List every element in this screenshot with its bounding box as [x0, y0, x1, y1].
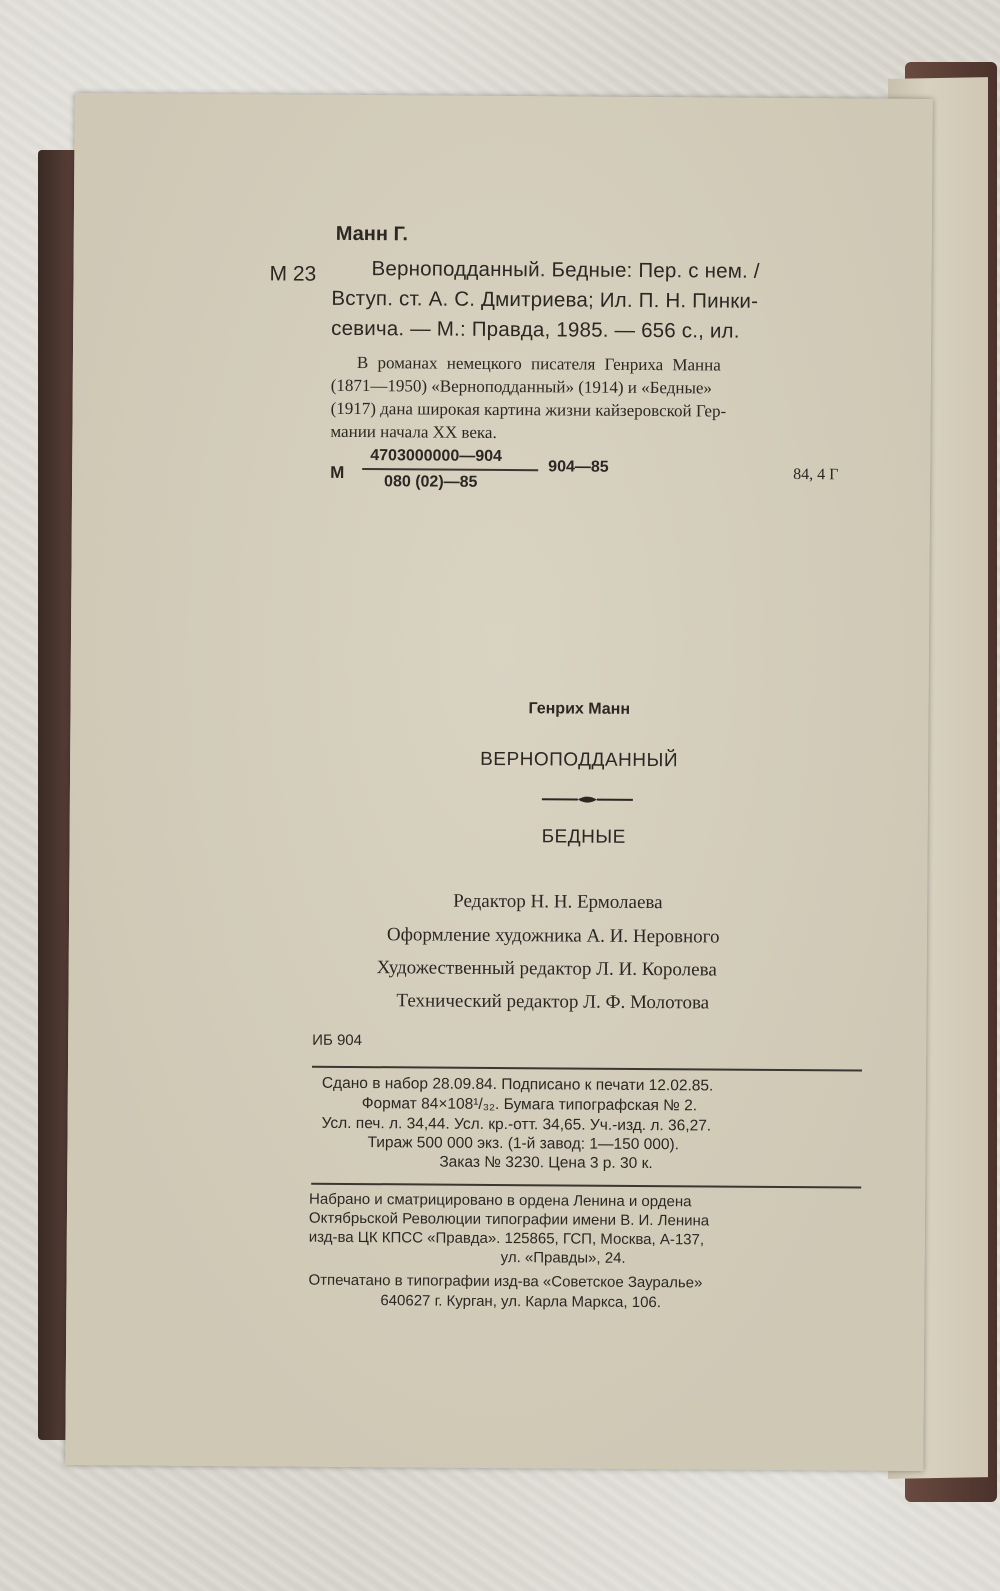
- print-line-3: Усл. печ. л. 34,44. Усл. кр.-отт. 34,65. Уч.-изд. л. 36,27.: [321, 1114, 712, 1135]
- fraction-line: [362, 468, 538, 471]
- printed-line-2: 640627 г. Курган, ул. Карла Маркса, 106.: [380, 1292, 662, 1312]
- catalog-entry-line-2: Вступ. ст. А. С. Дмитриева; Ил. П. Н. Пинки-: [331, 286, 759, 313]
- catalog-annotation-line-1: В романах немецкого писателя Генриха Манна: [356, 352, 721, 375]
- credit-editor: Редактор Н. Н. Ермолаева: [453, 890, 663, 914]
- printer-line-4: ул. «Правды», 24.: [500, 1249, 626, 1267]
- print-line-5: Заказ № 3230. Цена 3 р. 30 к.: [439, 1153, 653, 1173]
- code-numerator: 4703000000—904: [370, 447, 503, 466]
- print-line-4: Тираж 500 000 экз. (1-й завод: 1—150 000).: [367, 1134, 680, 1154]
- credit-art-editor: Художественный редактор Л. И. Королева: [376, 957, 717, 981]
- printed-line-1: Отпечатано в типографии изд-ва «Советское Зауралье»: [308, 1271, 703, 1292]
- code-suffix: 904—85: [548, 458, 609, 476]
- title-author: Генрих Манн: [528, 700, 631, 718]
- ib-number: ИБ 904: [312, 1031, 363, 1050]
- imprint-rule-top: [312, 1066, 862, 1071]
- print-line-2: Формат 84×108¹/₃₂. Бумага типографская № 2.: [361, 1095, 698, 1115]
- title-verno: ВЕРНОПОДДАННЫЙ: [480, 748, 679, 772]
- book-page: [65, 93, 933, 1471]
- catalog-author-heading: Манн Г.: [335, 222, 409, 246]
- printer-line-1: Набрано и сматрицировано в ордена Ленина и ордена: [309, 1190, 692, 1211]
- catalog-call-number: М 23: [269, 262, 317, 286]
- title-bednye: БЕДНЫЕ: [541, 826, 626, 848]
- credit-tech-editor: Технический редактор Л. Ф. Молотова: [396, 990, 710, 1014]
- printer-line-2: Октябрьской Революции типографии имени В. И. Ленина: [308, 1209, 710, 1230]
- code-letter: М: [330, 462, 345, 482]
- print-line-1: Сдано в набор 28.09.84. Подписано к печати 12.02.85.: [321, 1074, 714, 1095]
- catalog-annotation-line-2: (1871—1950) «Верноподданный» (1914) и «Бедные»: [330, 375, 713, 398]
- catalog-entry-line-3: севича. — М.: Правда, 1985. — 656 с., ил.: [331, 316, 740, 343]
- code-denominator: 080 (02)—85: [384, 473, 478, 491]
- printer-line-3: изд-ва ЦК КПСС «Правда». 125865, ГСП, Москва, А-137,: [308, 1228, 705, 1249]
- catalog-annotation-line-3: (1917) дана широкая картина жизни кайзеровской Гер-: [330, 398, 727, 421]
- classification-index: 84, 4 Г: [793, 466, 839, 484]
- catalog-entry-line-1: Верноподданный. Бедные: Пер. с нем. /: [371, 257, 760, 283]
- ornament-divider: [540, 793, 635, 806]
- catalog-annotation-line-4: мании начала XX века.: [330, 421, 497, 442]
- imprint-rule-bottom: [311, 1183, 861, 1188]
- credit-design: Оформление художника А. И. Неровного: [386, 924, 720, 948]
